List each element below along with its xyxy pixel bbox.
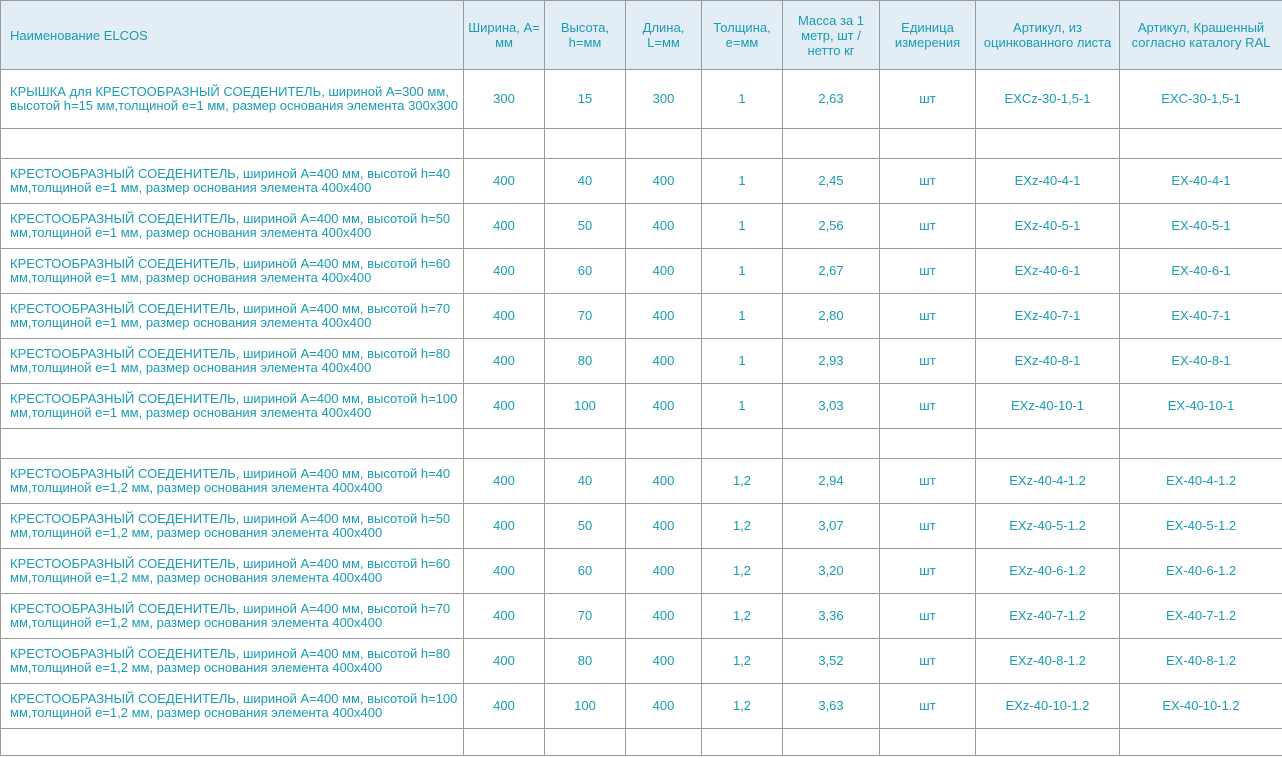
cell-length: 400	[626, 639, 702, 684]
cell-unit: шт	[880, 204, 976, 249]
spacer-row	[1, 129, 1282, 159]
cell-name: КРЕСТООБРАЗНЫЙ СОЕДЕНИТЕЛЬ, шириной А=400 мм, высотой h=100 мм,толщиной е=1,2 мм, размер основания элемента 400х400	[1, 684, 464, 729]
cell-thickness: 1	[702, 70, 783, 129]
cell-mass: 2,93	[783, 339, 880, 384]
cell-mass: 3,36	[783, 594, 880, 639]
empty-cell	[976, 429, 1120, 459]
cell-height: 50	[545, 204, 626, 249]
table-row	[1, 70, 1282, 129]
empty-cell	[702, 429, 783, 459]
table-row	[1, 159, 1282, 204]
cell-sku-zinc: EXz-40-10-1	[976, 384, 1120, 429]
table-row	[1, 294, 1282, 339]
cell-mass: 3,07	[783, 504, 880, 549]
cell-length: 400	[626, 594, 702, 639]
cell-unit: шт	[880, 339, 976, 384]
empty-cell	[880, 129, 976, 159]
cell-sku-zinc: EXz-40-6-1	[976, 249, 1120, 294]
cell-length: 400	[626, 294, 702, 339]
column-header-length: Длина, L=мм	[626, 1, 702, 70]
cell-unit: шт	[880, 549, 976, 594]
spacer-row	[1, 729, 1282, 756]
cell-mass: 2,94	[783, 459, 880, 504]
cell-mass: 2,63	[783, 70, 880, 129]
empty-cell	[1120, 429, 1282, 459]
empty-cell	[880, 729, 976, 756]
empty-cell	[702, 129, 783, 159]
cell-name: КРЕСТООБРАЗНЫЙ СОЕДЕНИТЕЛЬ, шириной А=400 мм, высотой h=40 мм,толщиной е=1 мм, размер основания элемента 400х400	[1, 159, 464, 204]
table-row	[1, 459, 1282, 504]
cell-mass: 2,80	[783, 294, 880, 339]
table-body	[1, 70, 1282, 756]
cell-unit: шт	[880, 684, 976, 729]
cell-length: 400	[626, 549, 702, 594]
cell-mass: 3,20	[783, 549, 880, 594]
header-row	[1, 1, 1282, 70]
table-row	[1, 639, 1282, 684]
cell-thickness: 1	[702, 294, 783, 339]
cell-thickness: 1,2	[702, 639, 783, 684]
cell-sku-zinc: EXz-40-8-1.2	[976, 639, 1120, 684]
column-header-mass: Масса за 1 метр, шт / нетто кг	[783, 1, 880, 70]
empty-cell	[880, 429, 976, 459]
cell-sku-zinc: EXz-40-7-1.2	[976, 594, 1120, 639]
cell-thickness: 1	[702, 339, 783, 384]
column-header-width: Ширина, А= мм	[464, 1, 545, 70]
cell-sku-zinc: EXz-40-6-1.2	[976, 549, 1120, 594]
cell-thickness: 1,2	[702, 684, 783, 729]
cell-height: 100	[545, 684, 626, 729]
cell-sku-ral: EX-40-5-1	[1120, 204, 1282, 249]
spacer-row	[1, 429, 1282, 459]
cell-length: 400	[626, 159, 702, 204]
table-row	[1, 504, 1282, 549]
cell-name: КРЕСТООБРАЗНЫЙ СОЕДЕНИТЕЛЬ, шириной А=400 мм, высотой h=80 мм,толщиной е=1,2 мм, размер основания элемента 400х400	[1, 639, 464, 684]
cell-height: 60	[545, 249, 626, 294]
cell-unit: шт	[880, 639, 976, 684]
cell-width: 400	[464, 684, 545, 729]
cell-sku-zinc: EXCz-30-1,5-1	[976, 70, 1120, 129]
cell-height: 70	[545, 294, 626, 339]
cell-name: КРЕСТООБРАЗНЫЙ СОЕДЕНИТЕЛЬ, шириной А=400 мм, высотой h=60 мм,толщиной е=1 мм, размер основания элемента 400х400	[1, 249, 464, 294]
table-row	[1, 249, 1282, 294]
cell-name: КРЕСТООБРАЗНЫЙ СОЕДЕНИТЕЛЬ, шириной А=400 мм, высотой h=50 мм,толщиной е=1,2 мм, размер основания элемента 400х400	[1, 504, 464, 549]
cell-length: 400	[626, 684, 702, 729]
cell-sku-ral: EX-40-8-1.2	[1120, 639, 1282, 684]
cell-unit: шт	[880, 159, 976, 204]
empty-cell	[783, 729, 880, 756]
empty-cell	[626, 129, 702, 159]
cell-unit: шт	[880, 504, 976, 549]
cell-width: 400	[464, 249, 545, 294]
empty-cell	[464, 429, 545, 459]
cell-length: 400	[626, 459, 702, 504]
table-row	[1, 549, 1282, 594]
cell-length: 400	[626, 249, 702, 294]
empty-cell	[545, 129, 626, 159]
cell-name: КРЕСТООБРАЗНЫЙ СОЕДЕНИТЕЛЬ, шириной А=400 мм, высотой h=50 мм,толщиной е=1 мм, размер основания элемента 400х400	[1, 204, 464, 249]
cell-sku-zinc: EXz-40-5-1	[976, 204, 1120, 249]
cell-sku-zinc: EXz-40-10-1.2	[976, 684, 1120, 729]
cell-length: 400	[626, 339, 702, 384]
cell-name: КРЕСТООБРАЗНЫЙ СОЕДЕНИТЕЛЬ, шириной А=400 мм, высотой h=70 мм,толщиной е=1,2 мм, размер основания элемента 400х400	[1, 594, 464, 639]
cell-thickness: 1,2	[702, 549, 783, 594]
cell-height: 50	[545, 504, 626, 549]
cell-width: 400	[464, 639, 545, 684]
table-row	[1, 384, 1282, 429]
cell-unit: шт	[880, 459, 976, 504]
cell-name: КРЕСТООБРАЗНЫЙ СОЕДЕНИТЕЛЬ, шириной А=400 мм, высотой h=70 мм,толщиной е=1 мм, размер основания элемента 400х400	[1, 294, 464, 339]
cell-height: 80	[545, 339, 626, 384]
cell-name: КРЕСТООБРАЗНЫЙ СОЕДЕНИТЕЛЬ, шириной А=400 мм, высотой h=80 мм,толщиной е=1 мм, размер основания элемента 400х400	[1, 339, 464, 384]
cell-width: 400	[464, 204, 545, 249]
cell-sku-ral: EX-40-4-1.2	[1120, 459, 1282, 504]
empty-cell	[1120, 129, 1282, 159]
cell-unit: шт	[880, 294, 976, 339]
cell-length: 400	[626, 384, 702, 429]
column-header-name: Наименование ELCOS	[1, 1, 464, 70]
cell-sku-ral: EX-40-10-1	[1120, 384, 1282, 429]
cell-height: 100	[545, 384, 626, 429]
cell-width: 400	[464, 549, 545, 594]
cell-thickness: 1,2	[702, 594, 783, 639]
empty-cell	[545, 729, 626, 756]
cell-sku-ral: EX-40-6-1	[1120, 249, 1282, 294]
cell-sku-zinc: EXz-40-7-1	[976, 294, 1120, 339]
column-header-sku-ral: Артикул, Крашенный согласно каталогу RAL	[1120, 1, 1282, 70]
cell-height: 60	[545, 549, 626, 594]
cell-mass: 2,56	[783, 204, 880, 249]
empty-cell	[626, 429, 702, 459]
empty-cell	[1, 129, 464, 159]
cell-height: 70	[545, 594, 626, 639]
cell-thickness: 1	[702, 204, 783, 249]
cell-name: КРЫШКА для КРЕСТООБРАЗНЫЙ СОЕДЕНИТЕЛЬ, шириной А=300 мм, высотой h=15 мм,толщиной е=1 мм, размер основания элемента 300х300	[1, 70, 464, 129]
cell-unit: шт	[880, 70, 976, 129]
cell-mass: 2,45	[783, 159, 880, 204]
cell-height: 40	[545, 159, 626, 204]
cell-unit: шт	[880, 594, 976, 639]
table-row	[1, 594, 1282, 639]
table-row	[1, 684, 1282, 729]
cell-width: 400	[464, 294, 545, 339]
cell-mass: 2,67	[783, 249, 880, 294]
cell-name: КРЕСТООБРАЗНЫЙ СОЕДЕНИТЕЛЬ, шириной А=400 мм, высотой h=40 мм,толщиной е=1,2 мм, размер основания элемента 400х400	[1, 459, 464, 504]
cell-length: 400	[626, 204, 702, 249]
column-header-height: Высота, h=мм	[545, 1, 626, 70]
empty-cell	[783, 129, 880, 159]
cell-name: КРЕСТООБРАЗНЫЙ СОЕДЕНИТЕЛЬ, шириной А=400 мм, высотой h=60 мм,толщиной е=1,2 мм, размер основания элемента 400х400	[1, 549, 464, 594]
cell-sku-zinc: EXz-40-5-1.2	[976, 504, 1120, 549]
cell-sku-zinc: EXz-40-4-1.2	[976, 459, 1120, 504]
cell-sku-ral: EX-40-7-1	[1120, 294, 1282, 339]
cell-unit: шт	[880, 249, 976, 294]
empty-cell	[976, 729, 1120, 756]
cell-sku-ral: EXC-30-1,5-1	[1120, 70, 1282, 129]
column-header-thickness: Толщина, е=мм	[702, 1, 783, 70]
cell-height: 15	[545, 70, 626, 129]
cell-thickness: 1	[702, 384, 783, 429]
empty-cell	[626, 729, 702, 756]
table-row	[1, 204, 1282, 249]
cell-thickness: 1,2	[702, 459, 783, 504]
table-row	[1, 339, 1282, 384]
empty-cell	[702, 729, 783, 756]
empty-cell	[1120, 729, 1282, 756]
cell-height: 80	[545, 639, 626, 684]
empty-cell	[976, 129, 1120, 159]
cell-width: 300	[464, 70, 545, 129]
cell-width: 400	[464, 339, 545, 384]
cell-width: 400	[464, 159, 545, 204]
cell-thickness: 1	[702, 249, 783, 294]
cell-unit: шт	[880, 384, 976, 429]
cell-sku-ral: EX-40-10-1.2	[1120, 684, 1282, 729]
cell-mass: 3,63	[783, 684, 880, 729]
cell-width: 400	[464, 504, 545, 549]
cell-sku-ral: EX-40-6-1.2	[1120, 549, 1282, 594]
cell-sku-ral: EX-40-7-1.2	[1120, 594, 1282, 639]
cell-length: 400	[626, 504, 702, 549]
empty-cell	[464, 129, 545, 159]
cell-sku-zinc: EXz-40-4-1	[976, 159, 1120, 204]
cell-sku-ral: EX-40-8-1	[1120, 339, 1282, 384]
empty-cell	[464, 729, 545, 756]
cell-thickness: 1	[702, 159, 783, 204]
cell-mass: 3,03	[783, 384, 880, 429]
empty-cell	[783, 429, 880, 459]
empty-cell	[1, 429, 464, 459]
cell-sku-ral: EX-40-5-1.2	[1120, 504, 1282, 549]
cell-sku-ral: EX-40-4-1	[1120, 159, 1282, 204]
column-header-unit: Единица измерения	[880, 1, 976, 70]
cell-width: 400	[464, 594, 545, 639]
cell-name: КРЕСТООБРАЗНЫЙ СОЕДЕНИТЕЛЬ, шириной А=400 мм, высотой h=100 мм,толщиной е=1 мм, размер основания элемента 400х400	[1, 384, 464, 429]
cell-length: 300	[626, 70, 702, 129]
cell-thickness: 1,2	[702, 504, 783, 549]
cell-height: 40	[545, 459, 626, 504]
empty-cell	[1, 729, 464, 756]
cell-sku-zinc: EXz-40-8-1	[976, 339, 1120, 384]
cell-width: 400	[464, 459, 545, 504]
cell-width: 400	[464, 384, 545, 429]
cell-mass: 3,52	[783, 639, 880, 684]
empty-cell	[545, 429, 626, 459]
column-header-sku-zinc: Артикул, из оцинкованного листа	[976, 1, 1120, 70]
